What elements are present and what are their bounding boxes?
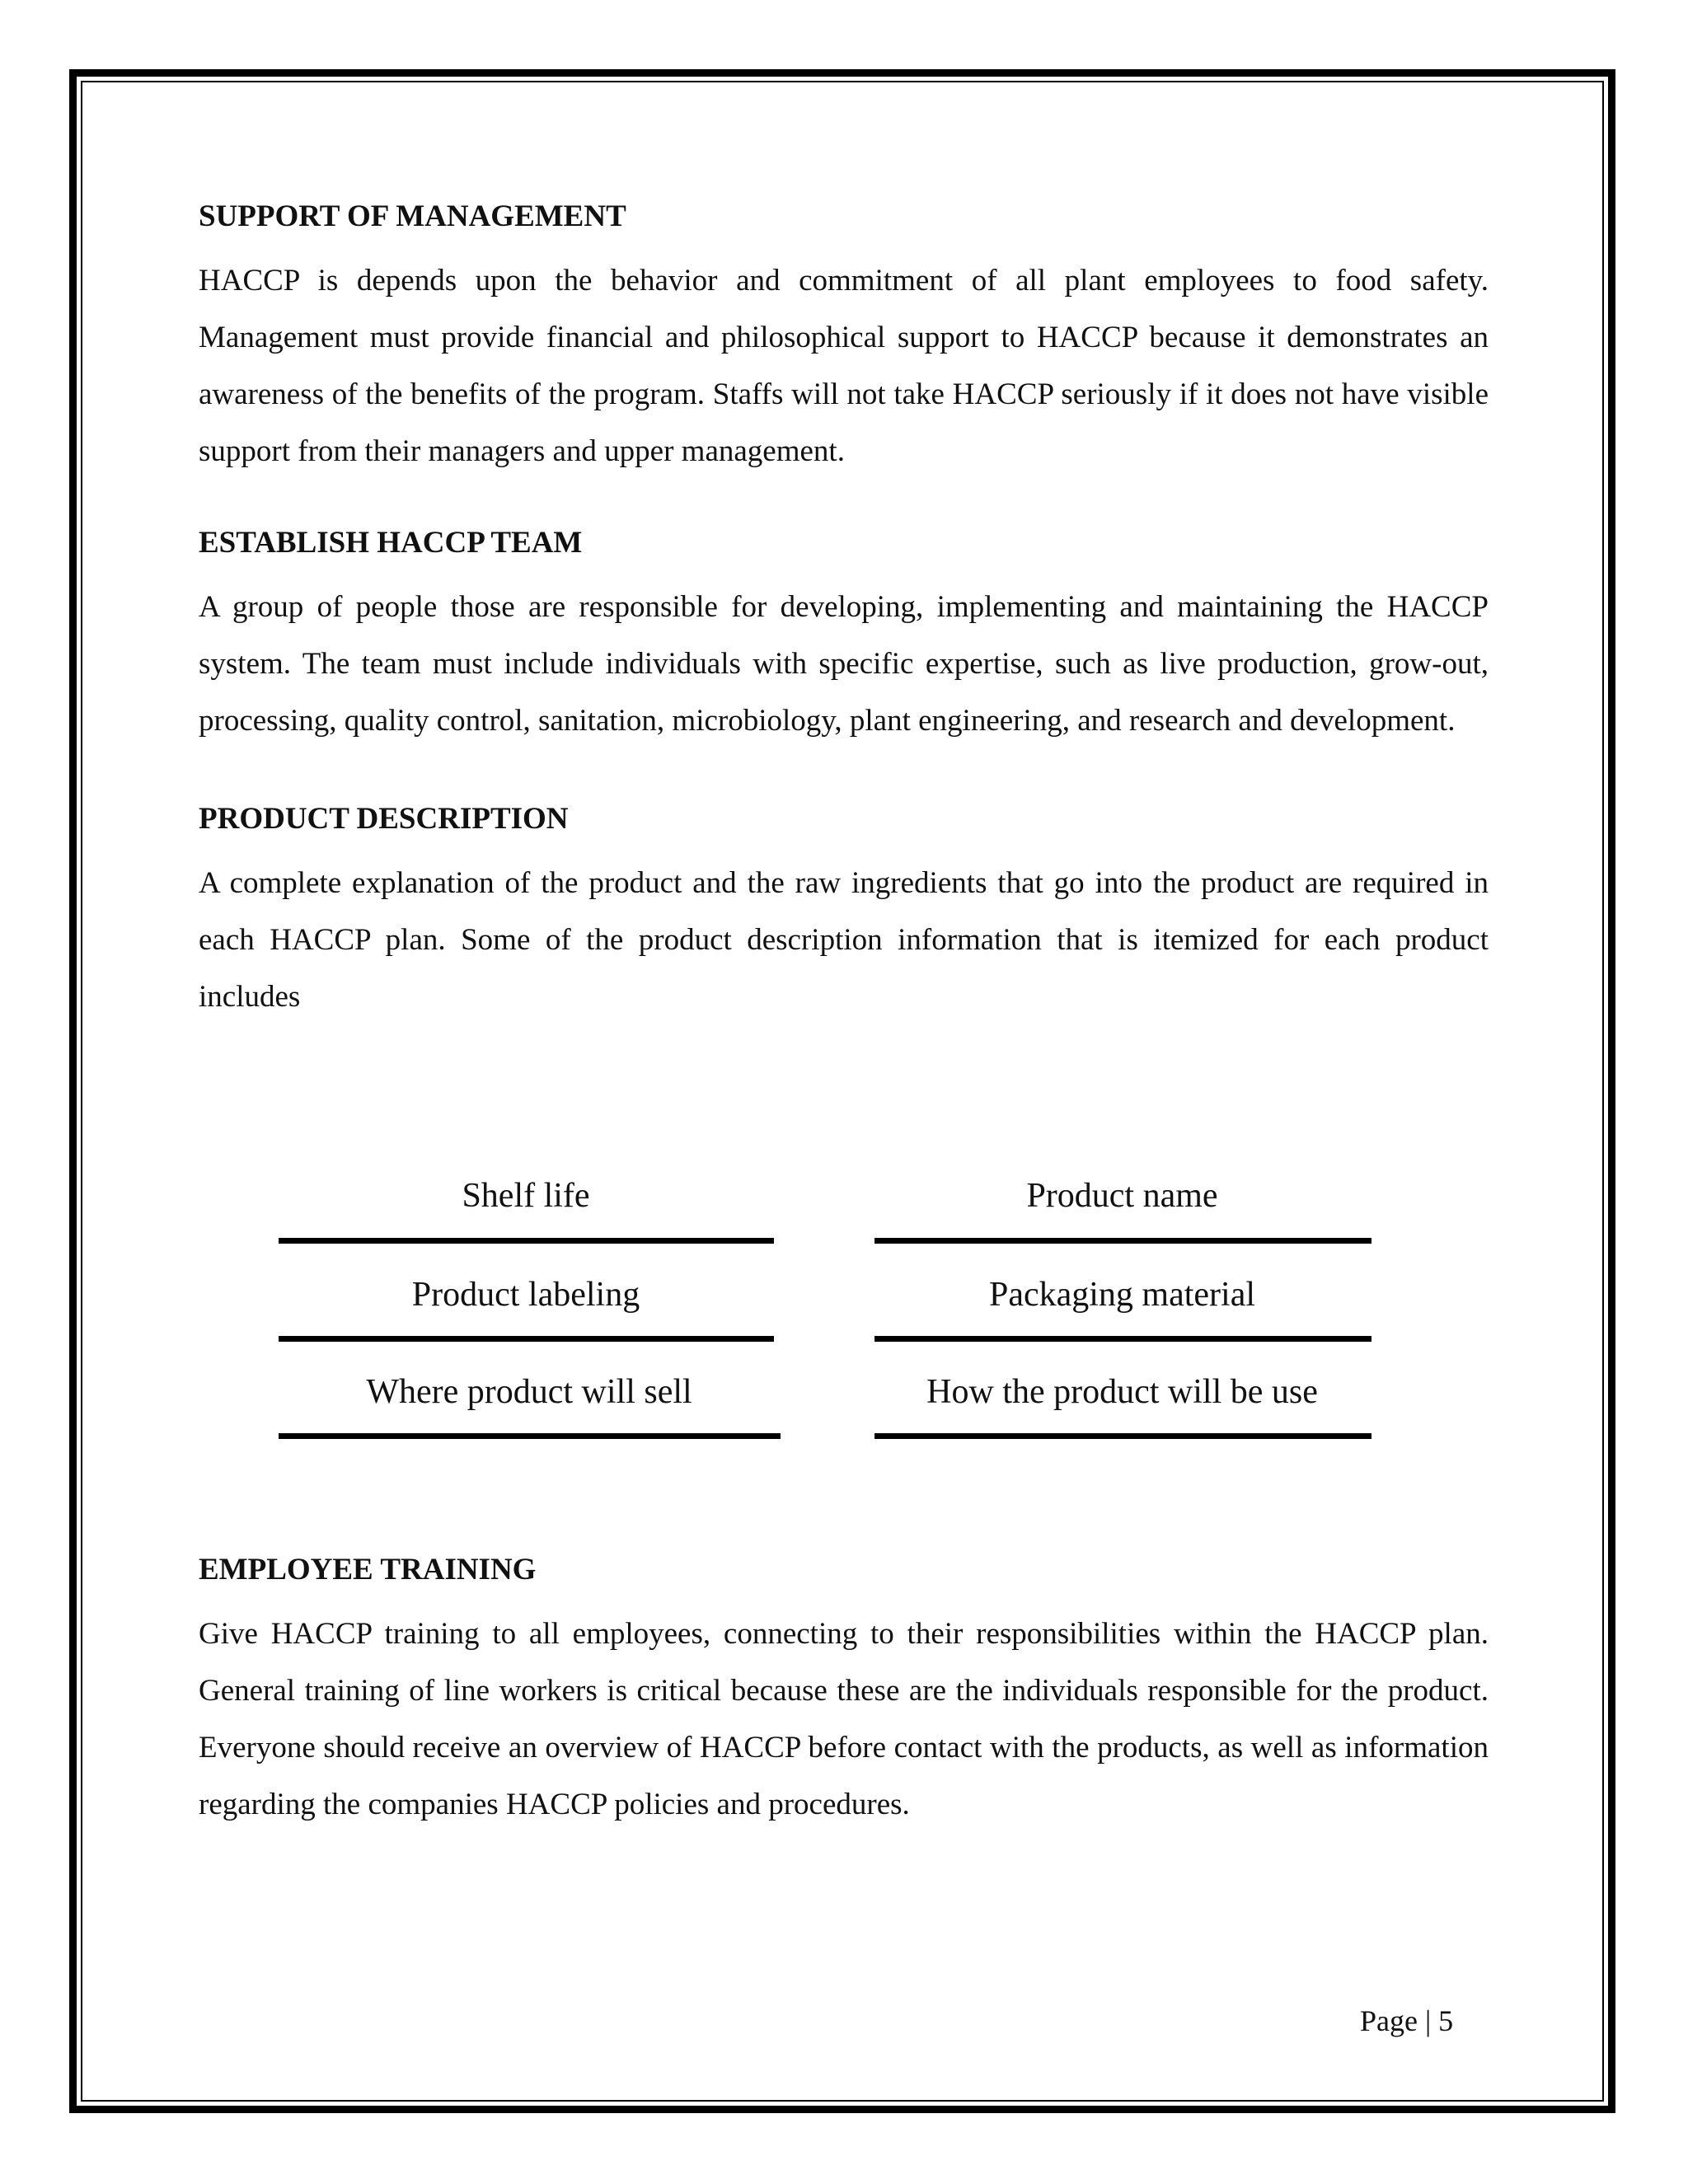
product-item-right-2: Packaging material [988,1276,1256,1314]
product-item-left-2: Product labeling [411,1276,640,1314]
section-body: A complete explanation of the product and the raw ingredients that go into the product are required in each HACCP plan. Some of the product description information that is itemized for each product includes [199,866,1489,1014]
product-item-left-3: Where product will sell [366,1373,692,1411]
page-number: Page | 5 [1360,2004,1454,2037]
item-underline [874,1238,1372,1244]
product-item-right-3: How the product will be use [926,1373,1318,1411]
section-heading: EMPLOYEE TRAINING [199,1553,537,1586]
section-establish-haccp-team [199,523,1489,749]
item-underline [279,1336,774,1342]
section-body: A group of people those are responsible for developing, implementing and maintaining the HACCP system. The team must include individuals with specific expertise, such as live production, grow-out, processing, quality control, sanitation, microbiology, plant engineering, and research and development. [199,590,1489,738]
document-content [199,196,1489,1025]
item-underline [279,1238,774,1244]
product-item-left-1: Shelf life [462,1177,590,1215]
item-underline [874,1433,1372,1439]
section-support-of-management [199,196,1489,480]
section-body: HACCP is depends upon the behavior and commitment of all plant employees to food safety. Management must provide financial and philosophical support to HACCP because it demonstrates an awareness of the benefits of the program. Staffs will not take HACCP seriously if it does not have visible support from their managers and upper management. [199,264,1489,468]
section-heading: SUPPORT OF MANAGEMENT [199,199,626,233]
product-item-right-1: Product name [1026,1177,1218,1215]
section-employee-training [199,1549,1489,1833]
document-content-lower [199,1549,1489,1833]
item-underline [874,1336,1372,1342]
section-heading: PRODUCT DESCRIPTION [199,802,569,836]
section-product-description [199,799,1489,1025]
section-body: Give HACCP training to all employees, connecting to their responsibilities within the HACCP plan. General training of line workers is critical because these are the individuals responsible for the product. Everyone should receive an overview of HACCP before contact with the products, as well as information regarding the companies HACCP policies and procedures. [199,1617,1489,1821]
item-underline [279,1433,781,1439]
section-heading: ESTABLISH HACCP TEAM [199,526,583,560]
